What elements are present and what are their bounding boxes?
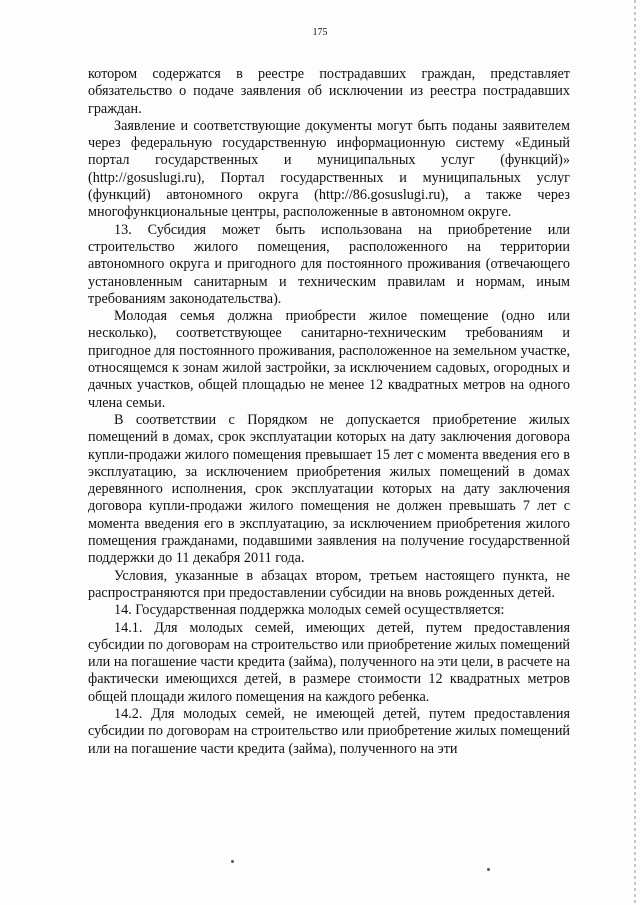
paragraph-5: В соответствии с Порядком не допускается приобретение жилых помещений в домах, срок эксплуатации которых на дату заключения договора купли-продажи жилого помещения превышает 15 лет с момента введения его в эксплуатацию, за исключением приобретения жилых помещений в домах деревянного исполнения, срок эксплуатации которых на дату заключения договора купли-продажи жилого помещения не должен превышать 7 лет с момента введения его в эксплуатацию, за исключением приобретения жилого помещения гражданами, подавшими заявления на получение государственной поддержки до 11 декабря 2011 года.: [88, 411, 570, 567]
paragraph-9: 14.2. Для молодых семей, не имеющей детей, путем предоставления субсидии по договорам на строительство или приобретение жилых помещений или на погашение части кредита (займа), полученного на эти: [88, 705, 570, 757]
paragraph-4: Молодая семья должна приобрести жилое помещение (одно или несколько), соответствующее санитарно-техническим требованиям и пригодное для постоянного проживания, расположенное на земельном участке, относящемся к зонам жилой застройки, за исключением садовых, огородных и дачных участков, общей площадью не менее 12 квадратных метров на одного члена семьи.: [88, 308, 570, 411]
scan-edge: [634, 0, 636, 905]
paragraph-2: Заявление и соответствующие документы могут быть поданы заявителем через федеральную государственную информационную систему «Единый портал государственных и муниципальных услуг (функций)» (http://gosuslugi.ru), Портал государственных и муниципальных услуг (функций) автономного округа (http://86.gosuslugi.ru), а также через многофункциональные центры, расположенные в автономном округе.: [88, 117, 570, 221]
paragraph-8: 14.1. Для молодых семей, имеющих детей, путем предоставления субсидии по договорам на строительство или приобретение жилых помещений или на погашение части кредита (займа), полученного на эти цели, в расчете на фактически имеющихся детей, в размере стоимости 12 квадратных метров общей площади жилого помещения на каждого ребенка.: [88, 619, 570, 705]
scan-speck: [231, 860, 234, 863]
paragraph-3: 13. Субсидия может быть использована на приобретение или строительство жилого помещения, расположенного на территории автономного округа и пригодного для постоянного проживания (отвечающего установленным санитарным и техническим правилам и нормам, иным требованиям законодательства).: [88, 221, 570, 307]
body-text: [88, 66, 570, 758]
paragraph-6: Условия, указанные в абзацах втором, третьем настоящего пункта, не распространяются при предоставлении субсидии на вновь рожденных детей.: [88, 567, 570, 601]
page-number: 175: [312, 27, 328, 38]
paragraph-1: котором содержатся в реестре пострадавших граждан, представляет обязательство о подаче заявления об исключении из реестра пострадавших граждан.: [88, 66, 570, 117]
scan-speck: [487, 868, 490, 871]
paragraph-7: 14. Государственная поддержка молодых семей осуществляется:: [114, 602, 505, 619]
